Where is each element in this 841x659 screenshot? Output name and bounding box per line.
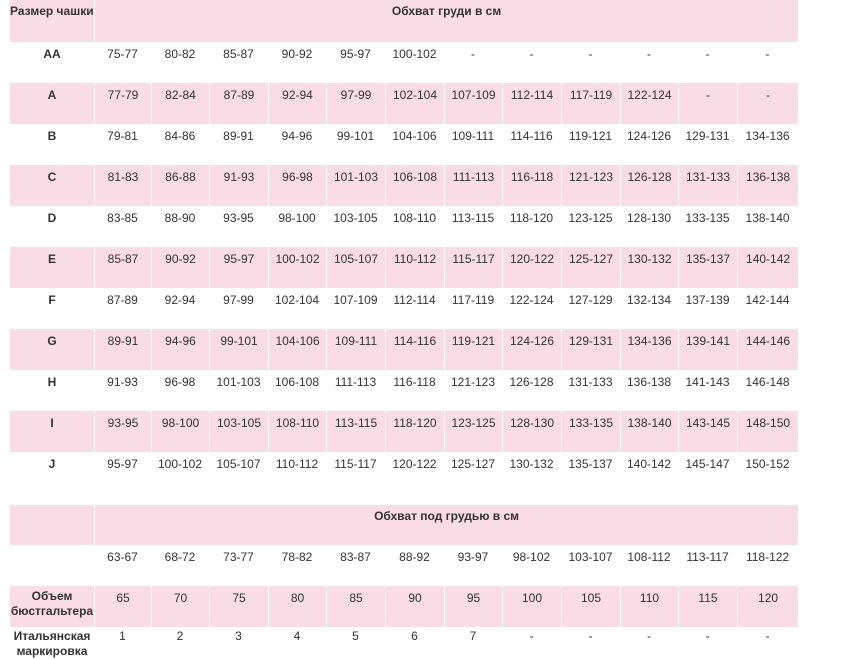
italian-size-cell: - — [765, 629, 770, 643]
bust-range-cell: - — [529, 47, 534, 61]
bust-range-cell: 129-131 — [685, 129, 730, 143]
bust-range-cell: 104-106 — [268, 329, 326, 370]
bust-range-cell: 146-148 — [745, 375, 790, 389]
bust-range-cell: 142-144 — [745, 293, 790, 307]
bust-range-cell: 97-99 — [326, 83, 385, 124]
bust-range-cell: 123-125 — [444, 411, 502, 452]
bust-range-cell: 106-108 — [385, 165, 444, 206]
italian-size-label-line1: Итальянская — [13, 629, 91, 643]
cup-size-cell: J — [48, 457, 56, 471]
bust-range-cell: 103-105 — [209, 411, 268, 452]
bust-range-cell: 91-93 — [107, 375, 138, 389]
bust-range-cell: 125-127 — [561, 247, 620, 288]
table-row — [10, 165, 798, 206]
cup-size-cell: C — [10, 165, 94, 206]
bust-range-cell: 121-123 — [561, 165, 620, 206]
underbust-circumference-title: Обхват под грудью в см — [94, 505, 798, 545]
cup-size-cell: H — [47, 375, 57, 389]
bust-range-cell: 92-94 — [164, 293, 196, 307]
bust-range-cell: 85-87 — [94, 247, 151, 288]
bust-range-cell: 139-141 — [678, 329, 737, 370]
bust-range-cell: - — [588, 47, 593, 61]
underbust-range-cell: 68-72 — [164, 550, 196, 564]
bust-range-cell: 117-119 — [561, 83, 620, 124]
bust-range-cell: 134-136 — [620, 329, 678, 370]
bust-range-cell: 118-120 — [385, 411, 444, 452]
bust-range-cell: 122-124 — [620, 83, 678, 124]
bust-range-cell: 126-128 — [509, 375, 554, 389]
bust-range-cell: 128-130 — [502, 411, 561, 452]
bust-range-cell: 128-130 — [626, 211, 672, 225]
band-size-cell: 90 — [385, 586, 444, 627]
bust-range-cell: 99-101 — [209, 329, 268, 370]
cup-size-cell: E — [10, 247, 94, 288]
bust-range-cell: 116-118 — [502, 165, 561, 206]
underbust-range-cell: 88-92 — [399, 550, 430, 564]
bust-range-cell: 107-109 — [333, 293, 378, 307]
bust-range-cell: 137-139 — [685, 293, 730, 307]
cup-size-cell: I — [10, 411, 94, 452]
bust-range-cell: 102-104 — [385, 83, 444, 124]
bust-range-cell: 131-133 — [568, 375, 613, 389]
cup-size-cell: D — [47, 211, 57, 225]
bust-range-cell: 110-112 — [275, 457, 319, 471]
table-row — [10, 42, 798, 83]
bust-range-cell: 124-126 — [626, 129, 672, 143]
bust-range-cell: 81-83 — [94, 165, 151, 206]
bust-range-cell: 89-91 — [223, 129, 254, 143]
bust-range-cell: 100-102 — [392, 47, 437, 61]
bust-range-cell: 122-124 — [509, 293, 554, 307]
bust-range-cell: 101-103 — [216, 375, 261, 389]
bust-range-cell: 92-94 — [268, 83, 326, 124]
underbust-header-row — [10, 505, 798, 545]
bust-range-cell: 109-111 — [326, 329, 385, 370]
italian-size-cell: - — [588, 629, 593, 643]
table-row — [10, 329, 798, 370]
bust-range-cell: 115-117 — [334, 457, 377, 471]
bust-range-cell: 130-132 — [509, 457, 554, 471]
italian-size-cell: 5 — [352, 629, 359, 643]
band-size-cell: 70 — [151, 586, 209, 627]
bust-range-cell: 126-128 — [620, 165, 678, 206]
table-row — [10, 411, 798, 452]
bust-range-cell: 138-140 — [620, 411, 678, 452]
band-size-label-line2: бюстгальтера — [10, 604, 94, 618]
bust-range-cell: 104-106 — [392, 129, 437, 143]
underbust-range-cell: 118-122 — [745, 550, 790, 564]
bust-range-cell: 77-79 — [94, 83, 151, 124]
italian-size-row — [10, 627, 798, 659]
bust-range-cell: 98-100 — [151, 411, 209, 452]
spacer-cell — [10, 493, 798, 505]
bust-range-cell: 119-121 — [444, 329, 502, 370]
bust-range-cell: 127-129 — [568, 293, 613, 307]
italian-size-cell: 6 — [411, 629, 418, 643]
band-size-cell: 80 — [268, 586, 326, 627]
table-row — [10, 206, 798, 247]
table-row — [10, 124, 798, 165]
underbust-range-cell: 78-82 — [281, 550, 313, 564]
bust-range-cell: 105-107 — [326, 247, 385, 288]
bust-range-cell: 98-100 — [278, 211, 316, 225]
underbust-range-cell: 93-97 — [457, 550, 489, 564]
bust-range-cell: 114-116 — [385, 329, 444, 370]
bust-range-cell: 115-117 — [444, 247, 502, 288]
bust-range-cell: 125-127 — [450, 457, 496, 471]
bust-range-cell: 111-113 — [334, 375, 377, 389]
band-size-cell: 95 — [444, 586, 502, 627]
bust-range-cell: 150-152 — [745, 457, 790, 471]
italian-size-cell: - — [705, 629, 710, 643]
bust-range-cell: 135-137 — [568, 457, 613, 471]
bust-range-cell: 86-88 — [151, 165, 209, 206]
italian-size-label-line2: маркировка — [16, 644, 88, 658]
bust-range-cell: - — [765, 47, 770, 61]
cup-size-cell: AA — [43, 47, 61, 61]
bust-range-cell: 116-118 — [393, 375, 436, 389]
italian-size-label — [10, 627, 94, 659]
bust-range-cell: 108-110 — [268, 411, 326, 452]
italian-size-cell: 2 — [176, 629, 184, 643]
bust-range-cell: 100-102 — [157, 457, 203, 471]
cup-size-cell: F — [48, 293, 56, 307]
bust-range-cell: - — [471, 47, 475, 61]
bust-range-cell: 109-111 — [451, 129, 495, 143]
bust-range-cell: 79-81 — [107, 129, 138, 143]
bust-range-cell: 95-97 — [340, 47, 371, 61]
bust-range-cell: 89-91 — [94, 329, 151, 370]
bust-range-cell: 129-131 — [561, 329, 620, 370]
bust-range-cell: 144-146 — [737, 329, 798, 370]
bust-range-cell: 123-125 — [568, 211, 613, 225]
bust-range-cell: 87-89 — [209, 83, 268, 124]
band-size-label — [10, 586, 94, 627]
band-size-cell: 65 — [94, 586, 151, 627]
bust-range-cell: 106-108 — [274, 375, 320, 389]
bust-range-cell: 117-119 — [451, 293, 495, 307]
bust-range-cell: 112-114 — [502, 83, 561, 124]
table-row — [10, 370, 798, 411]
bust-range-cell: 133-135 — [561, 411, 620, 452]
bust-range-cell: 102-104 — [274, 293, 320, 307]
bust-range-cell: 114-116 — [510, 129, 553, 143]
bust-range-cell: 93-95 — [94, 411, 151, 452]
band-size-cell: 75 — [209, 586, 268, 627]
bust-range-cell: 136-138 — [626, 375, 672, 389]
underbust-range-cell: 113-117 — [686, 550, 729, 564]
table-row — [10, 83, 798, 124]
band-size-label-line1: Объем — [31, 589, 73, 603]
band-size-cell: 120 — [737, 586, 798, 627]
bust-range-cell: 138-140 — [745, 211, 790, 225]
bust-range-cell: 90-92 — [281, 47, 313, 61]
band-size-cell: 105 — [561, 586, 620, 627]
italian-size-cell: - — [647, 629, 651, 643]
bust-range-cell: 105-107 — [216, 457, 261, 471]
bust-range-cell: 120-122 — [392, 457, 437, 471]
bust-range-cell: 136-138 — [737, 165, 798, 206]
bust-range-cell: 85-87 — [223, 47, 254, 61]
cup-size-cell: B — [47, 129, 57, 143]
bust-range-cell: 108-110 — [392, 211, 437, 225]
bust-range-cell: 143-145 — [678, 411, 737, 452]
bust-range-cell: 112-114 — [393, 293, 436, 307]
bust-range-cell: 124-126 — [502, 329, 561, 370]
bust-range-cell: 83-85 — [107, 211, 138, 225]
bust-range-cell: 120-122 — [502, 247, 561, 288]
bust-range-cell: 131-133 — [678, 165, 737, 206]
bra-size-table — [10, 0, 798, 659]
bust-range-cell: 93-95 — [223, 211, 254, 225]
bust-range-cell: 121-123 — [450, 375, 496, 389]
italian-size-cell: - — [529, 629, 534, 643]
cup-size-cell: G — [10, 329, 94, 370]
bust-range-cell: 140-142 — [626, 457, 672, 471]
underbust-label-empty — [10, 545, 94, 586]
bust-range-cell: 95-97 — [209, 247, 268, 288]
bust-range-cell: 94-96 — [151, 329, 209, 370]
bust-range-cell: 113-115 — [451, 211, 495, 225]
bust-range-cell: 135-137 — [678, 247, 737, 288]
underbust-row — [10, 545, 798, 586]
bust-range-cell: 96-98 — [268, 165, 326, 206]
header-row — [10, 0, 798, 42]
bust-range-cell: - — [678, 83, 737, 124]
bust-range-cell: 134-136 — [745, 129, 790, 143]
band-size-row — [10, 586, 798, 627]
bust-range-cell: - — [705, 47, 710, 61]
underbust-range-cell: 103-107 — [568, 550, 613, 564]
underbust-range-cell: 108-112 — [627, 550, 671, 564]
band-size-cell: 85 — [326, 586, 385, 627]
bust-range-cell: 97-99 — [223, 293, 254, 307]
bust-range-cell: 141-143 — [685, 375, 730, 389]
bust-range-cell: 80-82 — [164, 47, 196, 61]
bust-range-cell: 96-98 — [164, 375, 196, 389]
band-size-cell: 115 — [678, 586, 737, 627]
bust-circumference-title: Обхват груди в см — [94, 0, 798, 42]
bust-range-cell: 133-135 — [685, 211, 730, 225]
bust-range-cell: 110-112 — [385, 247, 444, 288]
bust-range-cell: 82-84 — [151, 83, 209, 124]
underbust-range-cell: 63-67 — [107, 550, 138, 564]
band-size-cell: 100 — [502, 586, 561, 627]
bust-range-cell: 101-103 — [326, 165, 385, 206]
bust-range-cell: - — [737, 83, 798, 124]
italian-size-cell: 3 — [235, 629, 242, 643]
bust-range-cell: 132-134 — [626, 293, 672, 307]
table-row — [10, 247, 798, 288]
bust-range-cell: 95-97 — [107, 457, 138, 471]
spacer-row — [10, 493, 798, 505]
bust-range-cell: 100-102 — [268, 247, 326, 288]
bust-range-cell: 118-120 — [509, 211, 554, 225]
bust-range-cell: - — [647, 47, 651, 61]
bust-range-cell: 107-109 — [444, 83, 502, 124]
bust-range-cell: 99-101 — [336, 129, 375, 143]
band-size-cell: 110 — [620, 586, 678, 627]
italian-size-cell: 7 — [469, 629, 477, 643]
cup-size-header: Размер чашки — [10, 0, 94, 42]
underbust-range-cell: 73-77 — [223, 550, 254, 564]
table-row — [10, 288, 798, 329]
bust-range-cell: 90-92 — [151, 247, 209, 288]
underbust-header-empty — [10, 505, 94, 545]
bust-range-cell: 113-115 — [326, 411, 385, 452]
bust-range-cell: 75-77 — [107, 47, 138, 61]
bust-range-cell: 103-105 — [333, 211, 378, 225]
table-row — [10, 452, 798, 493]
bust-range-cell: 84-86 — [164, 129, 196, 143]
bust-range-cell: 130-132 — [620, 247, 678, 288]
bust-range-cell: 91-93 — [209, 165, 268, 206]
cup-size-cell: A — [10, 83, 94, 124]
italian-size-cell: 4 — [293, 629, 301, 643]
bust-range-cell: 88-90 — [164, 211, 196, 225]
italian-size-cell: 1 — [119, 629, 126, 643]
bust-range-cell: 111-113 — [444, 165, 502, 206]
bust-range-cell: 140-142 — [737, 247, 798, 288]
underbust-range-cell: 98-102 — [512, 550, 551, 564]
bust-range-cell: 94-96 — [281, 129, 313, 143]
bust-range-cell: 145-147 — [685, 457, 730, 471]
bust-range-cell: 148-150 — [737, 411, 798, 452]
bust-range-cell: 119-121 — [568, 129, 613, 143]
bust-range-cell: 87-89 — [107, 293, 138, 307]
underbust-range-cell: 83-87 — [340, 550, 371, 564]
